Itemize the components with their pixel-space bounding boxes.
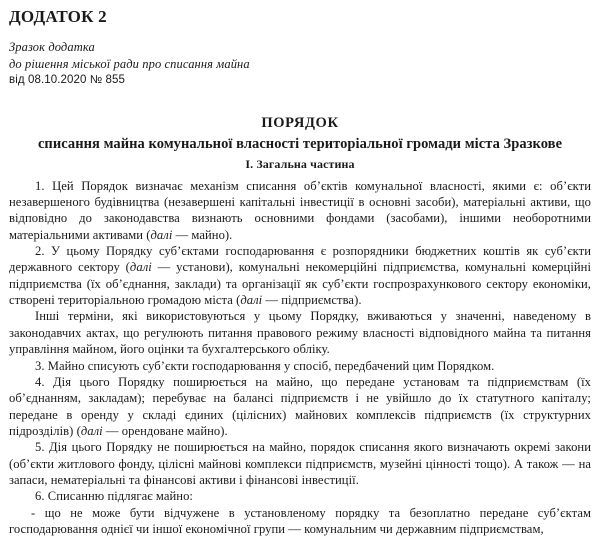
text-run-0: 4. Дія цього Порядку поширюється на майно, що передане установам та підприємствам (їх об’єднанням, закладам); перебуває на балансі підприємств і не увійшло до їх статутного капіталу; передане в оренду у складі єдиних (цілісних) майнових комплексів підприємств (їх структурних підрозділів) ( xyxy=(9,374,591,438)
page-title: ПОРЯДОК xyxy=(261,115,339,132)
paragraph-p7 xyxy=(9,488,591,504)
paragraph-p6 xyxy=(9,439,591,488)
text-run-0: 5. Дія цього Порядку не поширюється на майно, порядок списання якого визначають окремі закони (об’єкти житлового фонду, цілісні майнові комплекси підприємств, музейні цінності тощо). А також — на запаси, нематеріальні та фінансові активи і фінансові інвестиції. xyxy=(9,440,591,488)
sample-title-line: Зразок додатка xyxy=(9,40,95,55)
paragraph-p3 xyxy=(9,308,591,357)
text-run-2: — орендоване майно). xyxy=(102,423,228,438)
title-block xyxy=(9,114,591,171)
paragraph-p2 xyxy=(9,243,591,308)
text-run-0: 6. Списанню підлягає майно: xyxy=(35,489,193,504)
italic-run-3: далі xyxy=(240,293,263,308)
paragraph-p1 xyxy=(9,178,591,243)
italic-run-1: далі xyxy=(129,260,152,275)
text-run-0: Інші терміни, які використовуються у цьому Порядку, вживаються у значенні, наведеному в законодавчих актах, що регулюють питання правового режиму власності відповідного майна та питання управління майном, його оцінки та бухгалтерського обліку. xyxy=(9,309,591,357)
text-run-0: 3. Майно списують суб’єкти господарювання у спосіб, передбачений цим Порядком. xyxy=(35,358,495,373)
paragraph-p5 xyxy=(9,374,591,439)
text-run-2: — установи), комунальні некомерційні підприємства, комунальні комерційні підприємства (їх об’єднання, заклади) та організації як суб’єкти госпрозрахункового сектору економіки, створені територіальною громадою міста ( xyxy=(9,260,591,308)
text-run-4: — підприємства). xyxy=(262,293,362,308)
text-run-2: — майно). xyxy=(172,227,233,242)
decision-date-number: від 08.10.2020 № 855 xyxy=(9,74,126,87)
document-body xyxy=(9,178,591,537)
sample-subtitle-line: до рішення міської ради про списання майна xyxy=(9,56,250,71)
document-header xyxy=(9,6,591,88)
text-run-0: 2. У цьому Порядку суб’єктами господарювання є розпорядники бюджетних коштів як суб’єкти державного сектору ( xyxy=(9,243,591,275)
italic-run-1: далі xyxy=(80,423,103,438)
section-heading: I. Загальна частина xyxy=(245,156,355,171)
italic-run-1: далі xyxy=(150,227,173,242)
text-run-0: - що не може бути відчужене в установленому порядку та безоплатно передане суб’єктам господарювання однієї чи іншої економічної групи — комунальним чи державним підприємствам, xyxy=(9,505,591,537)
page-subtitle: списання майна комунальної власності територіальної громади міста Зразкове xyxy=(37,135,563,152)
appendix-reference-block xyxy=(9,39,591,88)
appendix-label: ДОДАТОК 2 xyxy=(9,7,107,26)
text-run-0: 1. Цей Порядок визначає механізм списання об’єктів комунальної власності, якими є: об’єкти незавершеного будівництва (незавершені капітальні інвестиції в основні засоби), матеріальні активи, що відповідно до законодавства визнають основними фондами (засобами), іншими необоротними матеріальними активами ( xyxy=(9,178,591,242)
paragraph-p4 xyxy=(9,358,591,374)
